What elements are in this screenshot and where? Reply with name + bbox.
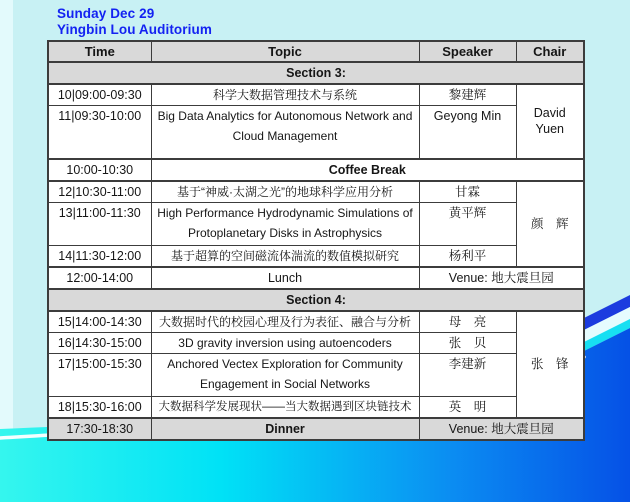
time-cell: 12|10:30-11:00 [48,181,151,203]
topic-cell: 大数据科学发展现状——当大数据遇到区块链技术 [151,396,419,418]
meal-label: Dinner [151,418,419,440]
time-cell: 17|15:00-15:30 [48,353,151,396]
topic-cell: 3D gravity inversion using autoencoders [151,332,419,353]
venue-cell: Venue: 地大震旦园 [419,418,584,440]
coffee-break-row [48,159,584,181]
time-cell: 18|15:30-16:00 [48,396,151,418]
speaker-cell: 甘霖 [419,181,516,203]
time-cell: 12:00-14:00 [48,267,151,289]
topic-cell: 基于“神威·太湖之光”的地球科学应用分析 [151,181,419,203]
talk-row-12 [48,181,584,203]
time-cell: 15|14:00-14:30 [48,311,151,333]
talk-row-11 [48,106,584,159]
topic-cell: 基于超算的空间磁流体湍流的数值模拟研究 [151,245,419,267]
topic-cell: 科学大数据管理技术与系统 [151,84,419,106]
topic-cell: High Performance Hydrodynamic Simulations of Protoplanetary Disks in Astrophysics [151,202,419,245]
talk-row-14 [48,245,584,267]
break-label: Coffee Break [151,159,584,181]
schedule-table [47,40,585,441]
time-cell: 16|14:30-15:00 [48,332,151,353]
meal-label: Lunch [151,267,419,289]
time-cell: 10|09:00-09:30 [48,84,151,106]
time-cell: 17:30-18:30 [48,418,151,440]
speaker-cell: 黄平辉 [419,202,516,245]
table-header-row [48,41,584,62]
section-label: Section 3: [48,62,584,84]
time-cell: 10:00-10:30 [48,159,151,181]
chair-cell: David Yuen [516,84,584,159]
section-3-row [48,62,584,84]
speaker-cell: 杨利平 [419,245,516,267]
talk-row-18 [48,396,584,418]
talk-row-15 [48,311,584,333]
speaker-cell: Geyong Min [419,106,516,159]
dinner-row [48,418,584,440]
talk-row-16 [48,332,584,353]
time-cell: 13|11:00-11:30 [48,202,151,245]
col-header-speaker: Speaker [419,41,516,62]
speaker-cell: 张 贝 [419,332,516,353]
topic-cell: 大数据时代的校园心理及行为表征、融合与分析 [151,311,419,333]
time-cell: 11|09:30-10:00 [48,106,151,159]
chair-cell: 张 锋 [516,311,584,418]
page-title [57,6,212,38]
speaker-cell: 英 明 [419,396,516,418]
speaker-cell: 黎建辉 [419,84,516,106]
left-edge-highlight [0,0,13,470]
speaker-cell: 李建新 [419,353,516,396]
col-header-topic: Topic [151,41,419,62]
section-4-row [48,289,584,311]
col-header-chair: Chair [516,41,584,62]
col-header-time: Time [48,41,151,62]
title-auditorium: Yingbin Lou Auditorium [57,22,212,37]
speaker-cell: 母 亮 [419,311,516,333]
section-label: Section 4: [48,289,584,311]
lunch-row [48,267,584,289]
time-cell: 14|11:30-12:00 [48,245,151,267]
venue-cell: Venue: 地大震旦园 [419,267,584,289]
title-date: Sunday Dec 29 [57,6,155,21]
chair-cell: 颜 辉 [516,181,584,267]
talk-row-13 [48,202,584,245]
talk-row-17 [48,353,584,396]
talk-row-10 [48,84,584,106]
topic-cell: Big Data Analytics for Autonomous Network and Cloud Management [151,106,419,159]
topic-cell: Anchored Vectex Exploration for Community Engagement in Social Networks [151,353,419,396]
